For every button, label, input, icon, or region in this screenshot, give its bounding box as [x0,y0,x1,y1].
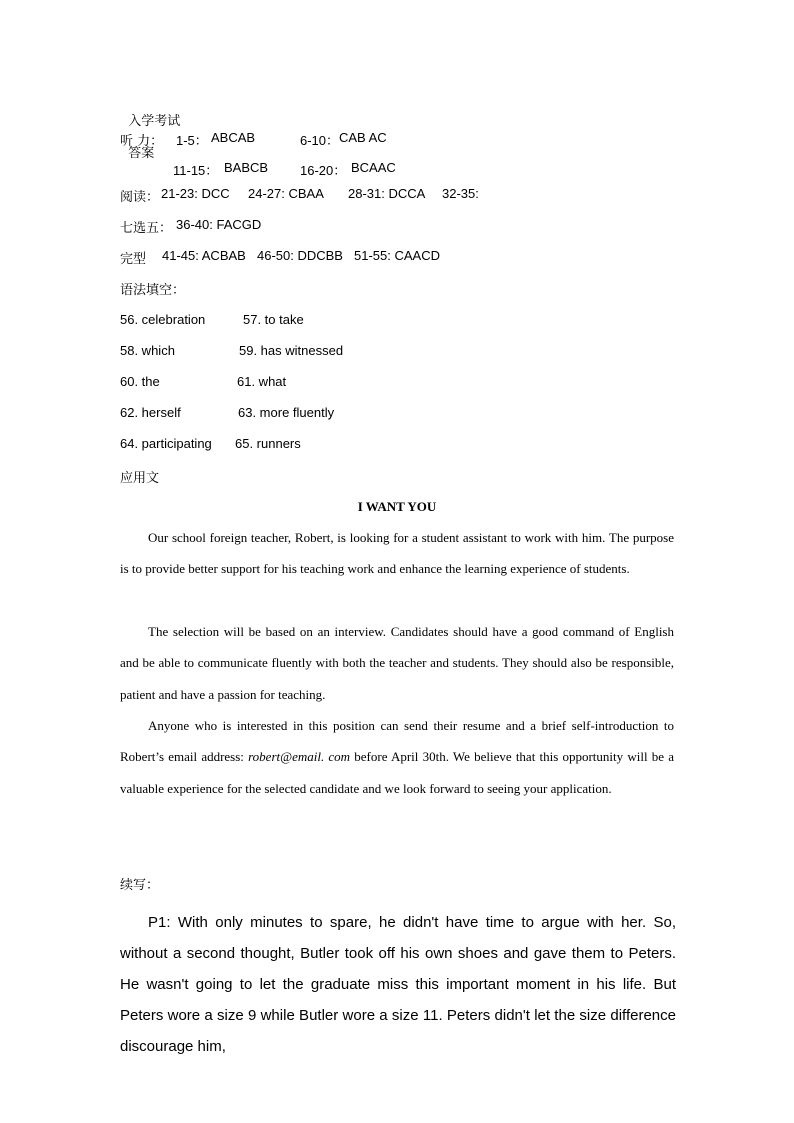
grammar-answer: 61. what [237,374,287,389]
grammar-answer: 62. herself [120,405,181,420]
email-address: robert@email. com [248,749,351,765]
reading-item: 28-31: DCCA [348,186,426,201]
answer-label: 答案 [128,146,155,161]
reading-item: 21-23: DCC [161,186,230,201]
cloze-item: 41-45: ACBAB [162,248,246,263]
grammar-answer: 56. celebration [120,312,206,327]
writing-paragraph-2: The selection will be based on an interview. Candidates should have a good command of English and be able to communicate fluently with both the teacher and students. They should also be responsible, patient and have a passion for teaching. [120,624,674,702]
grammar-answer: 64. participating [120,436,212,451]
writing-paragraph-1: Our school foreign teacher, Robert, is looking for a student assistant to work with him. The purpose is to provide better support for his teaching work and enhance the learning experience of students. [120,530,674,577]
paragraph-text: Anyone who is interested in this position can send their resume and a brief self-introduction to Robert’s email address: [120,718,674,765]
reading-label: 阅读： [120,190,160,205]
listening-label: 听 力： [120,134,164,149]
writing-label: 应用文 [120,471,160,486]
listening-answers-6-10: CAB AC [339,130,387,145]
listening-range-16-20: 16-20： [300,163,347,178]
reading-item: 24-27: CBAA [248,186,324,201]
exam-title: 入学考试 [128,114,181,129]
cloze-item: 51-55: CAACD [354,248,440,263]
reading-item: 32-35: [442,186,479,201]
listening-answers-11-15: BABCB [224,160,269,175]
grammar-answer: 59. has witnessed [239,343,344,358]
cloze-label: 完型 [120,252,147,267]
seven-five-answers: 36-40: FACGD [176,217,262,232]
listening-range-11-15: 11-15： [173,163,219,178]
cloze-item: 46-50: DDCBB [257,248,343,263]
listening-range-6-10: 6-10： [300,133,340,148]
listening-answers-16-20: BCAAC [351,160,396,175]
continuation-label: 续写： [120,878,160,893]
grammar-label: 语法填空： [120,283,186,298]
grammar-answer: 57. to take [243,312,304,327]
seven-five-label: 七选五： [120,221,173,236]
writing-title: I WANT YOU [357,499,437,514]
grammar-answer: 65. runners [235,436,301,451]
grammar-answer: 58. which [120,343,175,358]
paragraph-text: before April 30th. We believe that this opportunity will be a valuable experience for the selected candidate and we look forward to seeing your application. [120,749,674,796]
continuation-paragraph-1: P1: With only minutes to spare, he didn't have time to argue with her. So, without a second thought, Butler took off his own shoes and gave them to Peters. He wasn't going to let the graduate miss this important moment in his life. But Peters wore a size 9 while Butler wore a size 11. Peters didn't let the size difference discourage him, [120,914,676,1055]
writing-paragraph-3 [120,710,674,804]
grammar-answer: 63. more fluently [238,405,335,420]
grammar-answer: 60. the [120,374,160,389]
listening-answers-1-5: ABCAB [211,130,256,145]
listening-range-1-5: 1-5： [176,133,208,148]
